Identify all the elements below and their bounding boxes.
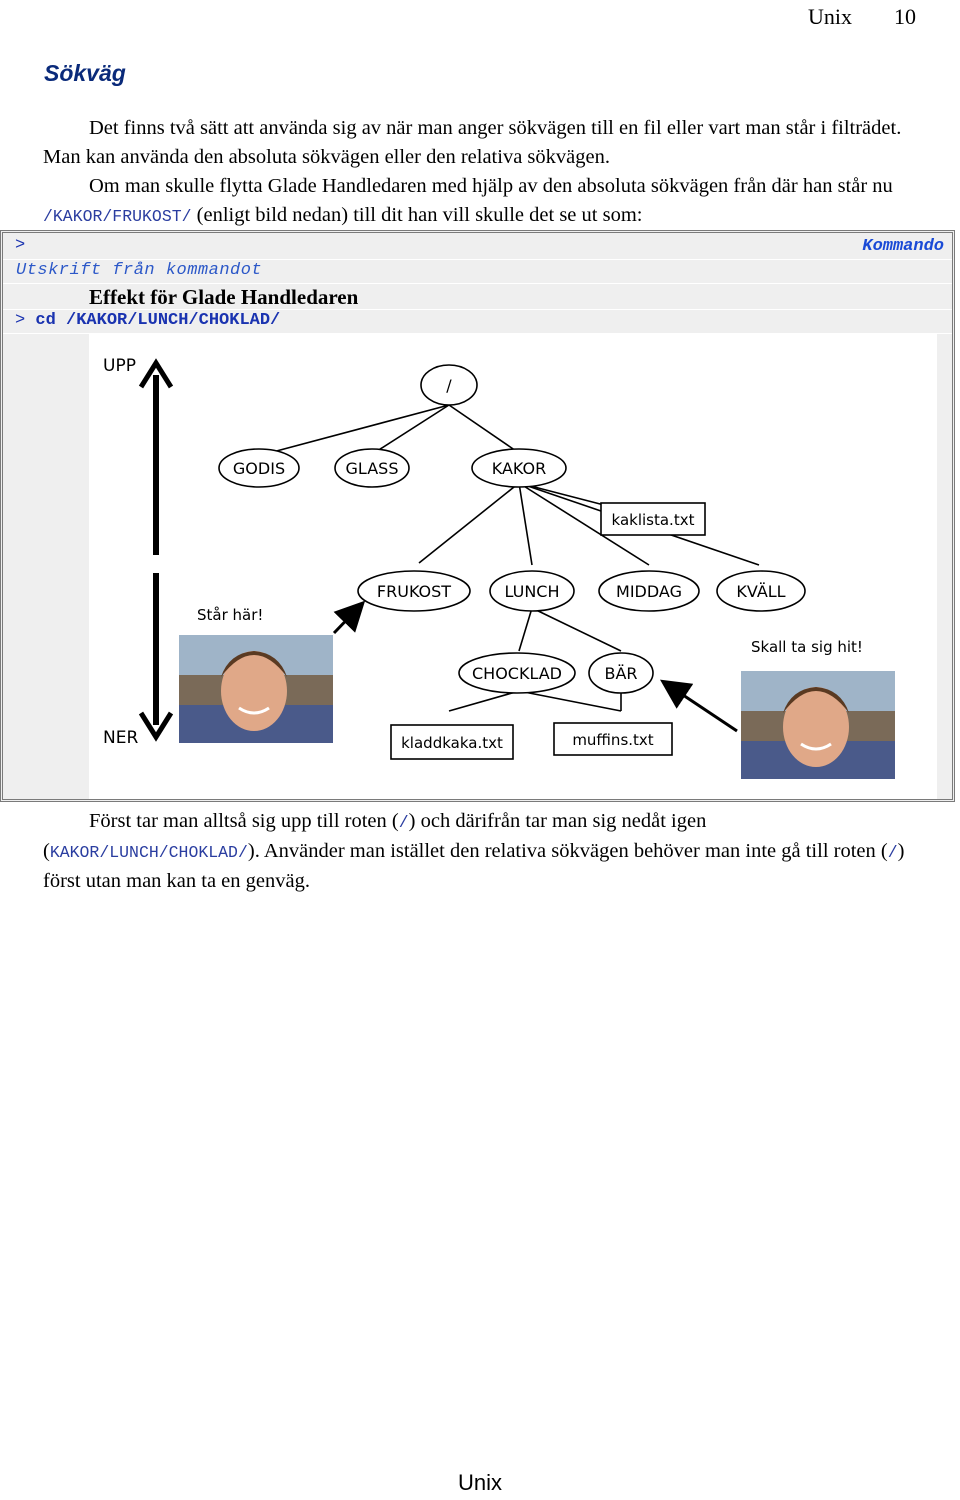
command-prompt: >	[15, 311, 26, 330]
conclusion-middle1: ) och därifrån tar man sig nedåt igen (	[43, 810, 707, 862]
intro-paragraph-1	[43, 114, 913, 172]
node-kvall-label: KVÄLL	[736, 582, 786, 601]
intro-paragraph-1-text: Det finns två sätt att använda sig av när man anger sökvägen till en fil eller vart man står i filträdet. Man kan använda den absoluta sökvägen eller den relativa sökvägen.	[43, 117, 902, 168]
node-chocklad-label: CHOCKLAD	[471, 664, 563, 683]
node-lunch-label: LUNCH	[504, 582, 560, 601]
page-number: 10	[894, 4, 916, 29]
page-header-title: Unix	[808, 4, 852, 29]
kommando-label: Kommando	[862, 237, 944, 256]
conclusion-middle2: ). Använder man istället den relativa sökvägen behöver man inte gå till roten (	[247, 840, 888, 862]
conclusion-root-2: /	[887, 843, 898, 862]
intro-paragraph-2-before: Om man skulle flytta Glade Handledaren med hjälp av den absoluta sökvägen från där han står nu	[89, 175, 893, 197]
target-arrow	[665, 683, 737, 731]
file-kladdkaka-label: kladdkaka.txt	[401, 734, 503, 752]
photo-current-position	[179, 635, 333, 743]
here-arrow	[334, 605, 361, 633]
command-row	[3, 309, 952, 334]
node-bar-label: BÄR	[604, 664, 638, 683]
conclusion-after: ) först utan man kan ta en genväg.	[43, 840, 905, 892]
prompt-symbol: >	[15, 236, 26, 255]
conclusion-root: /	[398, 813, 409, 832]
node-godis-label: GODIS	[232, 459, 286, 478]
target-label: Skall ta sig hit!	[751, 638, 863, 656]
node-kakor-label: KAKOR	[491, 459, 547, 478]
directory-tree-svg	[89, 333, 937, 799]
conclusion-paragraph	[43, 807, 913, 896]
output-label: Utskrift från kommandot	[16, 261, 263, 280]
effect-label-row	[3, 283, 952, 310]
command-header-row	[3, 233, 952, 260]
directory-tree-diagram	[89, 333, 937, 799]
file-muffins-label: muffins.txt	[572, 731, 654, 749]
command-name: cd	[35, 311, 56, 330]
node-glass-label: GLASS	[345, 459, 399, 478]
photo-target-position	[741, 671, 895, 779]
here-label: Står här!	[197, 606, 264, 624]
node-root-label: /	[446, 376, 452, 395]
output-label-row	[3, 259, 952, 284]
conclusion-path: KAKOR/LUNCH/CHOKLAD/	[49, 843, 248, 862]
section-title: Sökväg	[44, 60, 126, 86]
command-line	[15, 311, 280, 330]
up-label: UPP	[103, 356, 136, 376]
intro-current-path: /KAKOR/FRUKOST/	[43, 207, 192, 226]
intro-paragraph-2-after: (enligt bild nedan) till dit han vill skulle det se ut som:	[191, 204, 643, 226]
page-footer: Unix	[457, 1470, 502, 1495]
command-path: /KAKOR/LUNCH/CHOKLAD/	[66, 311, 281, 330]
file-kaklista-label: kaklista.txt	[611, 511, 695, 529]
effect-label: Effekt för Glade Handledaren	[89, 285, 359, 309]
command-box	[0, 230, 955, 802]
conclusion-before: Först tar man alltså sig upp till roten (	[89, 810, 399, 832]
node-middag-label: MIDDAG	[616, 582, 682, 601]
intro-paragraph-2	[43, 172, 913, 231]
down-label: NER	[103, 728, 139, 748]
node-frukost-label: FRUKOST	[376, 582, 452, 601]
